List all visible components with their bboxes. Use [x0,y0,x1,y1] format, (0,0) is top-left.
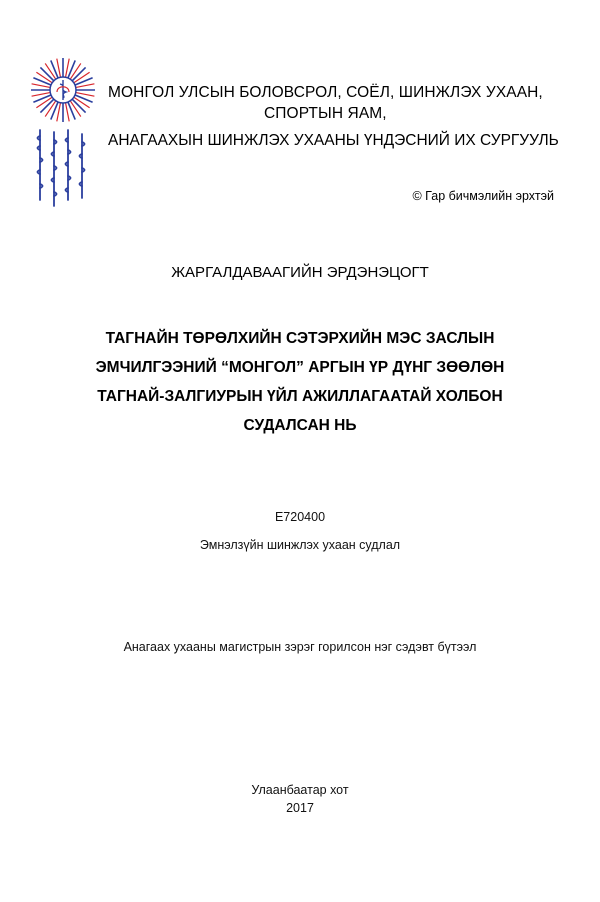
copyright-notice: © Гар бичмэлийн эрхтэй [412,189,554,203]
specialty-code: E720400 [274,510,326,524]
university-name: АНАГААХЫН ШИНЖЛЭХ УХААНЫ ҮНДЭСНИЙ ИХ СУРГУУЛЬ [108,132,559,149]
thesis-title-line-1: ТАГНАЙН ТӨРӨЛХИЙН СЭТЭРХИЙН МЭС ЗАСЛЫН [105,330,495,347]
thesis-title [40,324,560,440]
ministry-line-2: СПОРТЫН ЯАМ, [264,105,387,122]
degree-statement: Анагаах ухааны магистрын зэрэг горилсон нэг сэдэвт бүтээл [123,640,477,654]
author-name: ЖАРГАЛДАВААГИЙН ЭРДЭНЭЦОГТ [171,264,429,281]
university-emblem-icon [26,50,100,210]
publication-year: 2017 [286,801,314,815]
place-of-publication: Улаанбаатар хот [251,783,349,797]
thesis-title-line-4: СУДАЛСАН НЬ [243,417,357,434]
thesis-title-line-3: ТАГНАЙ-ЗАЛГИУРЫН ҮЙЛ АЖИЛЛАГААТАЙ ХОЛБОН [97,388,503,405]
thesis-title-line-2: ЭМЧИЛГЭЭНИЙ “МОНГОЛ” АРГЫН ҮР ДҮНГ ЗӨӨЛӨН [95,359,505,376]
ministry-name [108,82,578,124]
ministry-line-1: МОНГОЛ УЛСЫН БОЛОВСРОЛ, СОЁЛ, ШИНЖЛЭХ УХААН, [108,84,543,101]
specialty-field: Эмнэлзүйн шинжлэх ухаан судлал [199,538,401,552]
